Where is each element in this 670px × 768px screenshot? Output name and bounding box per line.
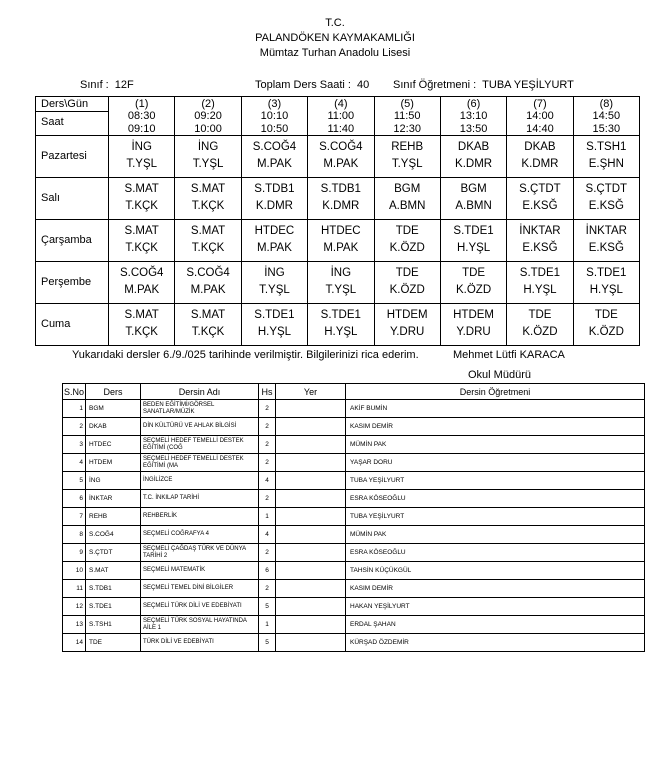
schedule-row-cuma	[36, 303, 640, 345]
header-kaymakamlik: PALANDÖKEN KAYMAKAMLIĞI	[255, 32, 415, 44]
period-header-4	[308, 97, 374, 136]
period-end: 15:30	[592, 122, 621, 135]
lesson-code: S.TDE1	[586, 266, 627, 279]
row-teacher: ESRA KÖSEOĞLU	[346, 490, 645, 508]
lesson-teacher: E.KSĞ	[588, 241, 624, 254]
lesson-code: S.TDE1	[320, 308, 361, 321]
lesson-teacher: K.ÖZD	[588, 325, 624, 338]
row-code: HTDEC	[86, 436, 141, 454]
header-hs: Hs	[259, 384, 276, 400]
lesson-code: S.COĞ4	[252, 140, 297, 153]
lesson-teacher: T.YŞL	[391, 157, 423, 170]
lesson-cell	[308, 135, 374, 177]
row-no: 11	[63, 580, 86, 598]
row-place	[276, 634, 346, 652]
row-name: SEÇMELİ HEDEF TEMELLİ DESTEK EĞİTİMİ (COĞ	[141, 436, 259, 454]
row-hours: 2	[259, 400, 276, 418]
lesson-teacher: H.YŞL	[456, 241, 491, 254]
lesson-code: S.TDE1	[453, 224, 494, 237]
period-start: 10:10	[260, 110, 289, 123]
row-teacher: YAŞAR DORU	[346, 454, 645, 472]
lesson-teacher: A.BMN	[388, 199, 426, 212]
row-name: SEÇMELİ TÜRK DİLİ VE EDEBİYATI	[141, 598, 259, 616]
schedule-corner-cell	[36, 97, 109, 136]
header-yer: Yer	[276, 384, 346, 400]
lesson-cell	[109, 219, 175, 261]
lesson-code: İNKTAR	[519, 224, 561, 237]
schedule-row-carsamba	[36, 219, 640, 261]
lesson-cell	[308, 303, 374, 345]
lesson-cell	[440, 261, 506, 303]
lesson-teacher: M.PAK	[124, 283, 160, 296]
lesson-code: HTDEM	[453, 308, 494, 321]
period-start: 14:50	[592, 110, 621, 123]
schedule-row-pazartesi	[36, 135, 640, 177]
lesson-teacher: T.KÇK	[125, 241, 158, 254]
row-no: 12	[63, 598, 86, 616]
lesson-teacher: Y.DRU	[456, 325, 491, 338]
lesson-teacher: K.ÖZD	[389, 241, 425, 254]
lesson-row	[63, 580, 645, 598]
row-hours: 5	[259, 598, 276, 616]
period-start: 14:00	[526, 110, 554, 123]
row-no: 6	[63, 490, 86, 508]
lesson-cell	[175, 177, 241, 219]
lesson-code: DKAB	[524, 140, 556, 153]
row-code: S.TDE1	[86, 598, 141, 616]
lesson-cell	[573, 135, 639, 177]
lesson-teacher: M.PAK	[256, 157, 292, 170]
period-end: 11:40	[327, 122, 355, 135]
lesson-teacher: E.KSĞ	[522, 199, 558, 212]
header-sno: S.No	[63, 384, 86, 400]
row-hours: 2	[259, 580, 276, 598]
row-name: SEÇMELİ HEDEF TEMELLİ DESTEK EĞİTİMİ (MA	[141, 454, 259, 472]
lesson-code: S.MAT	[190, 308, 226, 321]
row-name: İNGİLİZCE	[141, 472, 259, 490]
lesson-cell	[241, 219, 307, 261]
row-name: SEÇMELİ ÇAĞDAŞ TÜRK VE DÜNYA TARİHİ 2	[141, 544, 259, 562]
row-place	[276, 508, 346, 526]
issued-note: Yukarıdaki dersler 6./9./025 tarihinde verilmiştir. Bilgilerinizi rica ederim.	[72, 349, 419, 361]
lesson-cell	[175, 303, 241, 345]
row-hours: 2	[259, 454, 276, 472]
header-dersin-ogretmeni: Dersin Öğretmeni	[346, 384, 645, 400]
class-teacher-info	[393, 79, 574, 91]
row-hours: 4	[259, 526, 276, 544]
row-place	[276, 562, 346, 580]
lesson-cell	[440, 219, 506, 261]
lesson-code: HTDEM	[386, 308, 428, 321]
principal-title: Okul Müdürü	[468, 369, 531, 381]
period-end: 14:40	[526, 122, 554, 135]
lesson-teacher: T.KÇK	[125, 199, 158, 212]
weekly-schedule-table	[35, 96, 640, 346]
lesson-cell	[374, 303, 440, 345]
row-hours: 5	[259, 634, 276, 652]
lesson-cell	[308, 219, 374, 261]
lesson-cell	[507, 135, 573, 177]
lesson-row	[63, 436, 645, 454]
lesson-cell	[241, 303, 307, 345]
row-place	[276, 418, 346, 436]
lesson-teacher: K.ÖZD	[522, 325, 558, 338]
row-place	[276, 580, 346, 598]
row-hours: 6	[259, 562, 276, 580]
lesson-teacher: K.DMR	[455, 157, 493, 170]
period-start: 09:20	[194, 110, 222, 123]
lesson-code: S.TDB1	[254, 182, 295, 195]
day-label: Salı	[36, 177, 109, 219]
row-place	[276, 454, 346, 472]
row-code: İNG	[86, 472, 141, 490]
lesson-cell	[175, 219, 241, 261]
period-header-3	[241, 97, 307, 136]
lesson-teacher: K.DMR	[322, 199, 360, 212]
row-place	[276, 490, 346, 508]
lesson-row	[63, 598, 645, 616]
period-header-1	[109, 97, 175, 136]
day-label: Pazartesi	[36, 135, 109, 177]
lesson-teacher: E.KSĞ	[588, 199, 624, 212]
lesson-teacher: K.ÖZD	[389, 283, 425, 296]
lesson-cell	[507, 219, 573, 261]
row-name: SEÇMELİ COĞRAFYA 4	[141, 526, 259, 544]
lesson-code: S.TSH1	[586, 140, 627, 153]
lesson-teacher: H.YŞL	[523, 283, 557, 296]
lesson-cell	[241, 177, 307, 219]
lesson-code: BGM	[394, 182, 421, 195]
lesson-teacher: E.KSĞ	[522, 241, 558, 254]
row-teacher: ERDAL ŞAHAN	[346, 616, 645, 634]
row-name: SEÇMELİ TÜRK SOSYAL HAYATINDA AİLE 1	[141, 616, 259, 634]
row-name: SEÇMELİ MATEMATİK	[141, 562, 259, 580]
row-code: İNKTAR	[86, 490, 141, 508]
lesson-cell	[109, 135, 175, 177]
row-no: 13	[63, 616, 86, 634]
row-hours: 2	[259, 418, 276, 436]
lesson-code: İNG	[131, 140, 152, 153]
row-no: 2	[63, 418, 86, 436]
row-teacher: KASIM DEMİR	[346, 418, 645, 436]
lesson-code: HTDEC	[254, 224, 295, 237]
lesson-row	[63, 634, 645, 652]
lesson-teacher: E.ŞHN	[588, 157, 624, 170]
lessons-detail-table	[62, 383, 645, 652]
row-code: BGM	[86, 400, 141, 418]
lesson-teacher: H.YŞL	[589, 283, 623, 296]
lessons-header-row	[63, 384, 645, 400]
row-no: 3	[63, 436, 86, 454]
lesson-teacher: A.BMN	[455, 199, 492, 212]
lesson-code: S.TDE1	[519, 266, 561, 279]
schedule-header-row	[36, 97, 640, 136]
row-teacher: KASIM DEMİR	[346, 580, 645, 598]
period-start: 11:50	[393, 110, 421, 123]
lesson-cell	[573, 261, 639, 303]
row-hours: 1	[259, 616, 276, 634]
class-teacher-label: Sınıf Öğretmeni :	[393, 79, 477, 91]
class-value: 12F	[114, 79, 134, 91]
row-no: 14	[63, 634, 86, 652]
row-hours: 2	[259, 490, 276, 508]
row-name: T.C. İNKILAP TARİHİ	[141, 490, 259, 508]
lesson-teacher: T.YŞL	[192, 157, 224, 170]
day-label: Cuma	[36, 303, 109, 345]
day-label: Çarşamba	[36, 219, 109, 261]
schedule-row-sali	[36, 177, 640, 219]
row-place	[276, 400, 346, 418]
lesson-code: S.MAT	[124, 308, 159, 321]
row-no: 8	[63, 526, 86, 544]
header-ders: Ders	[86, 384, 141, 400]
header-dersin-adi: Dersin Adı	[141, 384, 259, 400]
lesson-teacher: T.KÇK	[191, 325, 225, 338]
lesson-row	[63, 454, 645, 472]
lesson-teacher: M.PAK	[256, 241, 292, 254]
period-number: (8)	[599, 98, 614, 110]
lesson-code: TDE	[528, 308, 552, 321]
lesson-cell	[374, 177, 440, 219]
row-no: 1	[63, 400, 86, 418]
lesson-code: S.MAT	[124, 182, 159, 195]
lesson-code: İNKTAR	[585, 224, 627, 237]
lesson-cell	[109, 303, 175, 345]
lesson-row	[63, 562, 645, 580]
lesson-cell	[109, 177, 175, 219]
period-header-7	[507, 97, 573, 136]
row-teacher: TUBA YEŞİLYURT	[346, 508, 645, 526]
row-code: REHB	[86, 508, 141, 526]
period-end: 12:30	[393, 122, 421, 135]
lesson-cell	[374, 261, 440, 303]
row-place	[276, 472, 346, 490]
header-school-name: Mümtaz Turhan Anadolu Lisesi	[259, 47, 411, 59]
period-number: (2)	[201, 98, 215, 110]
total-hours-value: 40	[356, 79, 370, 91]
lesson-teacher: M.PAK	[190, 283, 226, 296]
row-name: REHBERLİK	[141, 508, 259, 526]
row-teacher: TUBA YEŞİLYURT	[346, 472, 645, 490]
lesson-cell	[175, 261, 241, 303]
period-number: (6)	[466, 98, 481, 110]
lesson-cell	[374, 135, 440, 177]
lesson-teacher: Y.DRU	[390, 325, 425, 338]
lesson-row	[63, 544, 645, 562]
lesson-cell	[109, 261, 175, 303]
row-code: HTDEM	[86, 454, 141, 472]
period-end: 10:50	[260, 122, 289, 135]
lesson-cell	[175, 135, 241, 177]
lesson-teacher: T.YŞL	[259, 283, 290, 296]
lesson-teacher: T.YŞL	[126, 157, 158, 170]
row-code: S.COĞ4	[86, 526, 141, 544]
corner-saat-label: Saat	[41, 116, 64, 128]
corner-dersgun-label: Ders\Gün	[36, 97, 108, 112]
period-end: 10:00	[194, 122, 222, 135]
lesson-row	[63, 400, 645, 418]
header-tc: T.C.	[325, 17, 345, 29]
total-hours-info	[255, 79, 369, 91]
lesson-row	[63, 526, 645, 544]
row-place	[276, 616, 346, 634]
lesson-cell	[573, 177, 639, 219]
row-code: S.TSH1	[86, 616, 141, 634]
row-no: 4	[63, 454, 86, 472]
lesson-cell	[440, 135, 506, 177]
row-no: 10	[63, 562, 86, 580]
row-code: S.ÇTDT	[86, 544, 141, 562]
row-place	[276, 526, 346, 544]
period-number: (4)	[334, 98, 348, 110]
period-end: 13:50	[459, 122, 488, 135]
lesson-code: S.ÇTDT	[585, 182, 628, 195]
schedule-row-persembe	[36, 261, 640, 303]
lesson-teacher: H.YŞL	[257, 325, 292, 338]
row-code: TDE	[86, 634, 141, 652]
row-teacher: AKİF BUMİN	[346, 400, 645, 418]
lesson-cell	[440, 177, 506, 219]
period-start: 08:30	[127, 110, 156, 123]
period-number: (7)	[533, 98, 547, 110]
row-name: TÜRK DİLİ VE EDEBİYATI	[141, 634, 259, 652]
class-teacher-value: TUBA YEŞİLYURT	[482, 79, 574, 91]
lesson-cell	[507, 303, 573, 345]
lesson-teacher: K.ÖZD	[455, 283, 492, 296]
lesson-code: S.ÇTDT	[519, 182, 561, 195]
period-number: (5)	[400, 98, 414, 110]
lesson-cell	[507, 177, 573, 219]
lesson-cell	[440, 303, 506, 345]
lesson-code: TDE	[395, 224, 419, 237]
lesson-code: S.COĞ4	[319, 140, 363, 153]
class-info	[80, 79, 134, 91]
row-name: DİN KÜLTÜRÜ VE AHLAK BİLGİSİ	[141, 418, 259, 436]
lesson-code: TDE	[594, 308, 618, 321]
row-code: DKAB	[86, 418, 141, 436]
row-teacher: TAHSİN KÜÇÜKGÜL	[346, 562, 645, 580]
period-header-5	[374, 97, 440, 136]
row-no: 5	[63, 472, 86, 490]
lesson-code: İNG	[197, 140, 219, 153]
lesson-code: İNG	[264, 266, 285, 279]
period-number: (3)	[267, 98, 282, 110]
lesson-cell	[573, 219, 639, 261]
row-teacher: KÜRŞAD ÖZDEMİR	[346, 634, 645, 652]
day-label: Perşembe	[36, 261, 109, 303]
lesson-code: S.TDE1	[254, 308, 295, 321]
row-name: SEÇMELİ TEMEL DİNİ BİLGİLER	[141, 580, 259, 598]
lesson-code: İNG	[330, 266, 352, 279]
period-end: 09:10	[127, 122, 156, 135]
lesson-code: BGM	[460, 182, 487, 195]
row-teacher: MÜMİN PAK	[346, 436, 645, 454]
row-code: S.TDB1	[86, 580, 141, 598]
lesson-row	[63, 508, 645, 526]
lesson-cell	[507, 261, 573, 303]
total-hours-label: Toplam Ders Saati :	[255, 79, 351, 91]
lesson-teacher: H.YŞL	[324, 325, 358, 338]
row-place	[276, 598, 346, 616]
lesson-code: DKAB	[457, 140, 490, 153]
lesson-teacher: K.DMR	[255, 199, 293, 212]
lesson-teacher: M.PAK	[323, 157, 359, 170]
period-header-8	[573, 97, 639, 136]
lesson-cell	[573, 303, 639, 345]
lesson-cell	[308, 261, 374, 303]
lesson-row	[63, 472, 645, 490]
row-place	[276, 544, 346, 562]
lesson-code: S.COĞ4	[119, 266, 164, 279]
lesson-cell	[241, 135, 307, 177]
lesson-teacher: M.PAK	[323, 241, 359, 254]
lesson-code: S.COĞ4	[186, 266, 230, 279]
lesson-row	[63, 616, 645, 634]
lesson-code: S.MAT	[190, 224, 226, 237]
lesson-teacher: T.KÇK	[191, 241, 225, 254]
period-header-6	[440, 97, 506, 136]
period-start: 11:00	[327, 110, 355, 123]
row-teacher: ESRA KÖSEOĞLU	[346, 544, 645, 562]
lesson-code: S.MAT	[124, 224, 159, 237]
class-label: Sınıf :	[80, 79, 109, 91]
lesson-teacher: T.KÇK	[191, 199, 225, 212]
lesson-cell	[241, 261, 307, 303]
lesson-teacher: K.DMR	[521, 157, 559, 170]
row-teacher: HAKAN YEŞİLYURT	[346, 598, 645, 616]
lesson-cell	[308, 177, 374, 219]
lesson-teacher: T.YŞL	[325, 283, 357, 296]
row-teacher: MÜMİN PAK	[346, 526, 645, 544]
principal-name: Mehmet Lütfi KARACA	[453, 349, 565, 361]
lesson-row	[63, 490, 645, 508]
row-place	[276, 436, 346, 454]
row-no: 9	[63, 544, 86, 562]
lesson-teacher: T.KÇK	[125, 325, 158, 338]
period-number: (1)	[134, 98, 149, 110]
lesson-code: S.TDB1	[320, 182, 361, 195]
lesson-row	[63, 418, 645, 436]
document-header	[0, 16, 670, 61]
row-hours: 2	[259, 436, 276, 454]
row-hours: 4	[259, 472, 276, 490]
lesson-code: REHB	[391, 140, 424, 153]
lesson-code: TDE	[395, 266, 419, 279]
row-hours: 2	[259, 544, 276, 562]
lesson-cell	[374, 219, 440, 261]
lesson-code: HTDEC	[321, 224, 361, 237]
row-no: 7	[63, 508, 86, 526]
period-header-2	[175, 97, 241, 136]
row-name: BEDEN EĞİTİMİ/GÖRSEL SANATLAR/MÜZİK	[141, 400, 259, 418]
period-start: 13:10	[459, 110, 488, 123]
lesson-code: S.MAT	[190, 182, 226, 195]
lesson-code: TDE	[462, 266, 486, 279]
row-code: S.MAT	[86, 562, 141, 580]
row-hours: 1	[259, 508, 276, 526]
